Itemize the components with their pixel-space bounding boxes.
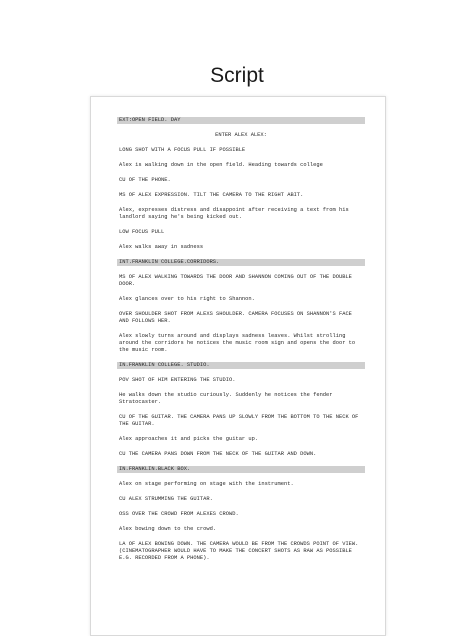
- action-line: Alex bowing down to the crowd.: [119, 526, 217, 532]
- action-line: Alex is walking down in the open field. Heading towards college: [119, 162, 323, 168]
- action-line: MS OF ALEX WALKING TOWARDS THE DOOR AND SHANNON COMING OUT OF THE DOUBLE DOOR.: [119, 274, 352, 287]
- scene-heading: EXT:OPEN FIELD. DAY: [117, 117, 365, 124]
- action-line: LOW FOCUS PULL: [119, 229, 165, 235]
- script-page: [90, 96, 386, 636]
- action-line: CU OF THE GUITAR. THE CAMERA PANS UP SLOWLY FROM THE BOTTOM TO THE NECK OF THE GUITAR.: [119, 414, 359, 427]
- character-entrance: ENTER ALEX ALEX:: [215, 132, 267, 138]
- action-line: He walks down the studio curiously. Suddenly he notices the fender Stratocaster.: [119, 392, 333, 405]
- action-line: Alex slowly turns around and displays sadness leaves. Whilst strolling around the corridors he notices the music room sign and opens the door to the music room.: [119, 333, 356, 353]
- scene-heading: INT.FRANKLIN COLLEGE.CORRIDORS.: [117, 259, 365, 266]
- script-body: [119, 117, 363, 570]
- action-line: Alex walks away in sadness: [119, 244, 204, 250]
- action-line: Alex, expresses distress and disappoint after receiving a text from his landlord saying he's being kicked out.: [119, 207, 349, 220]
- action-line: LONG SHOT WITH A FOCUS PULL IF POSSIBLE: [119, 147, 246, 153]
- scene-heading: IN.FRANKLIN.BLACK BOX.: [117, 466, 365, 473]
- action-line: Alex approaches it and picks the guitar up.: [119, 436, 259, 442]
- action-line: OSS OVER THE CROWD FROM ALEXES CROWD.: [119, 511, 239, 517]
- scene-heading: IN.FRANKLIN COLLEGE. STUDIO.: [117, 362, 365, 369]
- action-line: CU OF THE PHONE.: [119, 177, 171, 183]
- action-line: OVER SHOULDER SHOT FROM ALEXS SHOULDER. CAMERA FOCUSES ON SHANNON'S FACE AND FOLLOWS HER.: [119, 311, 352, 324]
- action-line: Alex glances over to his right to Shannon.: [119, 296, 255, 302]
- action-line: Alex on stage performing on stage with the instrument.: [119, 481, 294, 487]
- action-line: LA OF ALEX BOWING DOWN. THE CAMERA WOULD BE FROM THE CROWDS POINT OF VIEW.(CINEMATOGRAPHER WOULD HAVE TO MAKE THE CONCERT SHOTS AS RAW AS POSSIBLE E.G. RECORDED FROM A PHONE).: [119, 541, 359, 561]
- action-line: CU ALEX STRUMMING THE GUITAR.: [119, 496, 213, 502]
- action-line: CU THE CAMERA PANS DOWN FROM THE NECK OF THE GUITAR AND DOWN.: [119, 451, 317, 457]
- action-line: MS OF ALEX EXPRESSION. TILT THE CAMERA TO THE RIGHT ABIT.: [119, 192, 304, 198]
- page-title: Script: [210, 64, 264, 87]
- action-line: POV SHOT OF HIM ENTERING THE STUDIO.: [119, 377, 236, 383]
